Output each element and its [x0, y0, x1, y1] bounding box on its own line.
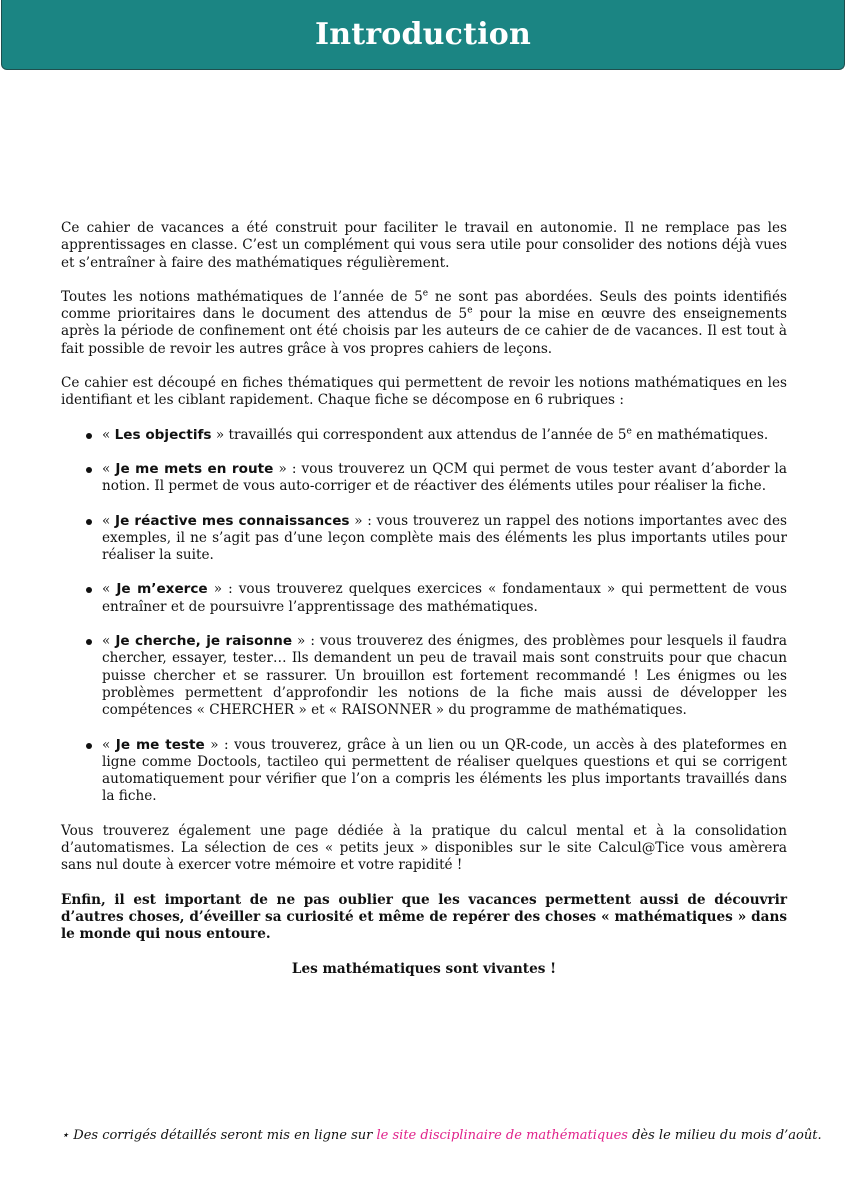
- rubrique-label: Les objectifs: [114, 426, 212, 443]
- list-item: [61, 581, 787, 616]
- bullet-icon: [86, 433, 92, 439]
- quote-open: «: [102, 426, 115, 443]
- intro-content: [61, 220, 787, 995]
- list-item: [61, 737, 787, 806]
- paragraph-2-part-b: ne sont pas abordées. Seuls des points identifiés comme prioritaires dans le document des attendus de 5: [61, 288, 787, 323]
- superscript-e: e: [467, 305, 473, 316]
- rubrique-text: : vous trouverez, grâce à un lien ou un QR-code, un accès à des plateformes en ligne comme Doctools, tactileo qui permettent de réaliser quelques questions et qui se corrigent automatiquement pour vérifier que l’on a compris les éléments les plus importants travaillés dans la fiche.: [102, 736, 788, 805]
- quote-open: «: [102, 581, 117, 598]
- footer-text: Des corrigés détaillés seront mis en ligne sur: [69, 1128, 377, 1143]
- rubrique-text: : vous trouverez des énigmes, des problèmes pour lesquels il faudra chercher, essayer, tester… Ils demandent un peu de travail mais sont construits pour que chacun puisse chercher et se rassurer. Un brouillon est fortement recommandé ! Les énigmes ou les problèmes permettent d’approfondir les notions de la fiche mais aussi de développer les compétences « CHERCHER » et « RAISONNER » du programme de mathématiques.: [102, 633, 788, 719]
- quote-open: «: [102, 460, 116, 477]
- paragraph-4: Vous trouverez également une page dédiée à la pratique du calcul mental et à la consolidation d’automatismes. La sélection de ces « petits jeux » disponibles sur le site Calcul@Tice vous amèrera sans nul doute à exercer votre mémoire et votre rapidité !: [61, 822, 787, 874]
- quote-close: »: [207, 581, 223, 598]
- paragraph-2-part-a: Toutes les notions mathématiques de l’année de 5: [61, 288, 423, 305]
- bullet-icon: [86, 587, 92, 593]
- rubrique-label: Je me teste: [115, 736, 205, 753]
- footer-note: [61, 1128, 822, 1143]
- list-item: [61, 513, 787, 565]
- list-item: [61, 461, 787, 496]
- quote-open: «: [102, 633, 116, 650]
- paragraph-1: Ce cahier de vacances a été construit pour faciliter le travail en autonomie. Il ne remplace pas les apprentissages en classe. C’est un complément qui vous sera utile pour consolider des notions déjà vues et s’entraîner à faire des mathématiques régulièrement.: [61, 220, 787, 271]
- bullet-icon: [86, 467, 92, 473]
- list-item: [61, 633, 787, 719]
- paragraph-2-part-c: pour la mise en œuvre des enseignements après la période de confinement ont été choisis par les auteurs de ce cahier de de vacances. Il est tout à fait possible de revoir les autres grâce à vos propres cahiers de leçons.: [61, 306, 787, 357]
- quote-open: «: [102, 512, 116, 529]
- bullet-icon: [86, 519, 92, 525]
- rubrique-text: travaillés qui correspondent aux attendus de l’année de 5: [224, 426, 627, 443]
- bullet-icon: [86, 743, 92, 749]
- rubrique-text: : vous trouverez quelques exercices « fondamentaux » qui permettent de vous entraîner et de poursuivre l’apprentissage des mathématiques.: [102, 581, 787, 615]
- quote-close: »: [204, 736, 219, 753]
- superscript-e: e: [626, 426, 632, 437]
- page-title: Introduction: [314, 17, 532, 52]
- rubrique-text: : vous trouverez un QCM qui permet de vous tester avant d’aborder la notion. Il permet de vous auto-corriger et de réactiver des éléments utiles pour réaliser la fiche.: [102, 460, 787, 495]
- paragraph-3: Ce cahier est découpé en fiches thématiques qui permettent de revoir les notions mathématiques en les identifiant et les ciblant rapidement. Chaque fiche se décompose en 6 rubriques :: [61, 375, 787, 409]
- quote-close: »: [292, 633, 306, 650]
- quote-close: »: [211, 426, 225, 443]
- list-item: [61, 427, 787, 444]
- footer-text-end: dès le milieu du mois d’août.: [627, 1128, 822, 1143]
- closing-slogan: Les mathématiques sont vivantes !: [291, 960, 557, 977]
- superscript-e: e: [422, 288, 429, 299]
- rubriques-list: [61, 427, 787, 806]
- quote-close: »: [273, 460, 287, 477]
- title-banner: [1, 0, 845, 70]
- quote-close: »: [349, 512, 363, 529]
- star-icon: ⋆: [61, 1128, 70, 1143]
- paragraph-2: [61, 289, 787, 358]
- rubrique-label: Je cherche, je raisonne: [115, 633, 293, 650]
- rubrique-label: Je me mets en route: [115, 460, 274, 477]
- rubrique-label: Je m’exerce: [116, 581, 208, 598]
- rubrique-text-end: en mathématiques.: [631, 426, 769, 443]
- quote-open: «: [102, 736, 116, 753]
- site-link[interactable]: le site disciplinaire de mathématiques: [376, 1128, 628, 1143]
- closing-paragraph: Enfin, il est important de ne pas oublier que les vacances permettent aussi de découvrir d’autres choses, d’éveiller sa curiosité et même de repérer des choses « mathématiques » dans le monde qui nous entoure.: [61, 891, 787, 943]
- rubrique-text: : vous trouverez un rappel des notions importantes avec des exemples, il ne s’agit pas d’une leçon complète mais des éléments les plus importants utiles pour réaliser la suite.: [102, 512, 787, 564]
- bullet-icon: [86, 639, 92, 645]
- rubrique-label: Je réactive mes connaissances: [115, 512, 350, 529]
